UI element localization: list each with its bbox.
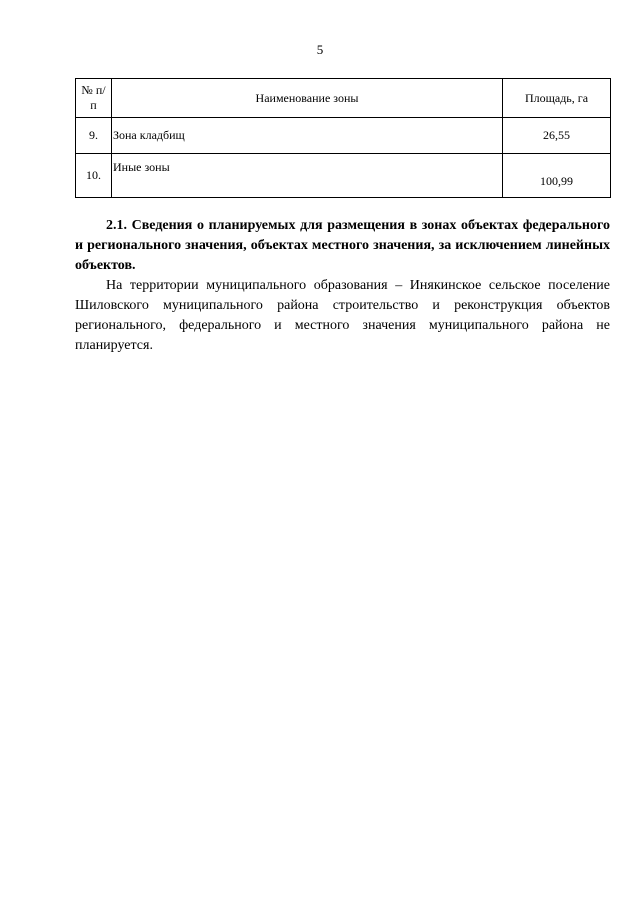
table-row <box>76 154 611 198</box>
row-area: 26,55 <box>503 118 611 154</box>
header-number: № п/п <box>76 79 112 118</box>
section-planned-objects <box>75 216 610 356</box>
section-body: На территории муниципального образования – Инякинское сельское поселение Шиловского муниципального района строительство и реконструкция объектов регионального, федерального и местного значения муниципального района не планируется. <box>75 278 610 353</box>
table-row <box>76 118 611 154</box>
header-area: Площадь, га <box>503 79 611 118</box>
header-zone-name: Наименование зоны <box>112 79 503 118</box>
row-number: 9. <box>76 118 112 154</box>
section-heading: 2.1. Сведения о планируемых для размещения в зонах объектах федерального и регионального значения, объектах местного значения, за исключением линейных объектов. <box>75 218 610 273</box>
page-number: 5 <box>316 42 324 57</box>
row-number: 10. <box>76 154 112 198</box>
row-zone-name: Зона кладбищ <box>112 118 503 154</box>
row-zone-name: Иные зоны <box>112 154 503 198</box>
zones-table <box>75 78 611 198</box>
table-header-row <box>76 79 611 118</box>
row-area: 100,99 <box>503 154 611 198</box>
